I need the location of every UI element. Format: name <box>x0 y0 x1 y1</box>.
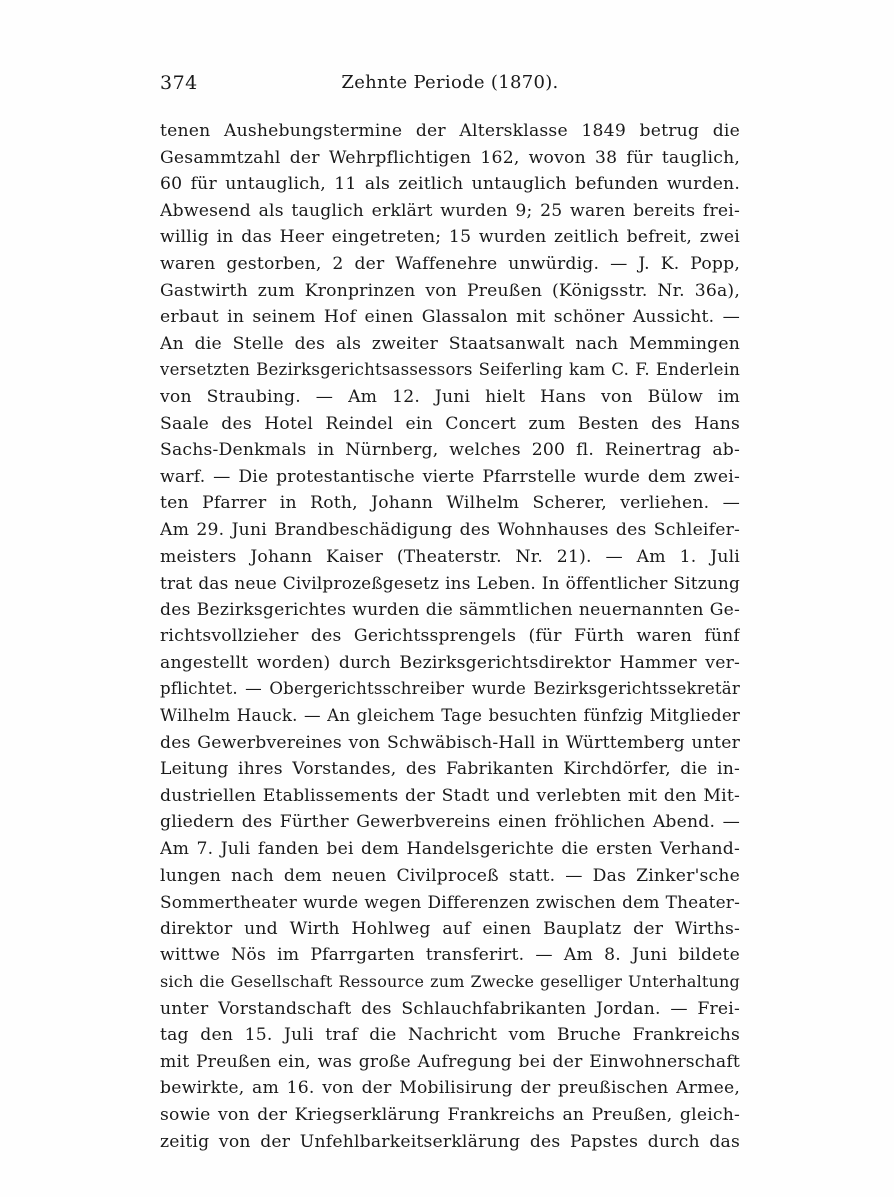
text-line: angestellt worden) durch Bezirksgerichtsdirektor Hammer ver- <box>160 652 740 673</box>
text-line: trat das neue Civilprozeßgesetz ins Leben. In öffentlicher Sitzung <box>160 573 740 594</box>
text-line: unter Vorstandschaft des Schlauchfabrikanten Jordan. — Frei- <box>160 998 740 1019</box>
text-line: von Straubing. — Am 12. Juni hielt Hans von Bülow im <box>160 386 740 407</box>
text-line: gliedern des Fürther Gewerbvereins einen fröhlichen Abend. — <box>160 812 740 833</box>
text-line: Leitung ihres Vorstandes, des Fabrikanten Kirchdörfer, die in- <box>160 759 740 780</box>
text-line: Am 29. Juni Brandbeschädigung des Wohnhauses des Schleifer- <box>160 519 740 540</box>
text-line: mit Preußen ein, was große Aufregung bei der Einwohnerschaft <box>160 1051 740 1072</box>
text-line: meisters Johann Kaiser (Theaterstr. Nr. 21). — Am 1. Juli <box>160 546 740 567</box>
text-line: lungen nach dem neuen Civilproceß statt. — Das Zinker'sche <box>160 865 740 886</box>
text-line: waren gestorben, 2 der Waffenehre unwürdig. — J. K. Popp, <box>160 253 740 274</box>
text-line: dustriellen Etablissements der Stadt und verlebten mit den Mit- <box>160 785 740 806</box>
page-header <box>160 72 740 100</box>
text-line: Sommertheater wurde wegen Differenzen zwischen dem Theater- <box>160 892 740 913</box>
text-line: direktor und Wirth Hohlweg auf einen Bauplatz der Wirths- <box>160 918 740 939</box>
text-line: 60 für untauglich, 11 als zeitlich untauglich befunden wurden. <box>160 174 740 195</box>
text-line: Gesammtzahl der Wehrpflichtigen 162, wovon 38 für tauglich, <box>160 147 740 168</box>
text-line: Gastwirth zum Kronprinzen von Preußen (Königsstr. Nr. 36a), <box>160 280 740 301</box>
text-line: des Gewerbvereines von Schwäbisch-Hall in Württemberg unter <box>160 732 740 753</box>
text-line: Saale des Hotel Reindel ein Concert zum Besten des Hans <box>160 413 740 434</box>
text-line: willig in das Heer eingetreten; 15 wurden zeitlich befreit, zwei <box>160 227 740 248</box>
text-line: bewirkte, am 16. von der Mobilisirung der preußischen Armee, <box>160 1078 740 1099</box>
text-line: pflichtet. — Obergerichtsschreiber wurde Bezirksgerichtssekretär <box>160 679 740 699</box>
text-line: An die Stelle des als zweiter Staatsanwalt nach Memmingen <box>160 333 740 354</box>
text-line: des Bezirksgerichtes wurden die sämmtlichen neuernannten Ge- <box>160 599 740 620</box>
text-line: ten Pfarrer in Roth, Johann Wilhelm Scherer, verliehen. — <box>160 493 740 514</box>
text-line: versetzten Bezirksgerichtsassessors Seiferling kam C. F. Enderlein <box>160 360 740 380</box>
text-line: sowie von der Kriegserklärung Frankreichs an Preußen, gleich- <box>160 1104 740 1125</box>
text-line: Sachs-Denkmals in Nürnberg, welches 200 fl. Reinertrag ab- <box>160 440 740 461</box>
text-line: richtsvollzieher des Gerichtssprengels (für Fürth waren fünf <box>160 626 740 647</box>
text-line: wittwe Nös im Pfarrgarten transferirt. — Am 8. Juni bildete <box>160 945 740 966</box>
text-line: Abwesend als tauglich erklärt wurden 9; 25 waren bereits frei- <box>160 200 740 221</box>
page-number: 374 <box>160 72 198 94</box>
text-line: zeitig von der Unfehlbarkeitserklärung des Papstes durch das <box>160 1131 740 1152</box>
running-title: Zehnte Periode (1870). <box>341 72 559 93</box>
text-line: tenen Aushebungstermine der Altersklasse 1849 betrug die <box>160 121 740 141</box>
text-line: Wilhelm Hauck. — An gleichem Tage besuchten fünfzig Mitglieder <box>160 706 740 726</box>
text-line: warf. — Die protestantische vierte Pfarrstelle wurde dem zwei- <box>160 466 740 487</box>
text-line: Am 7. Juli fanden bei dem Handelsgerichte die ersten Verhand- <box>160 839 740 860</box>
text-line: tag den 15. Juli traf die Nachricht vom Bruche Frankreichs <box>160 1025 740 1046</box>
text-line: erbaut in seinem Hof einen Glassalon mit schöner Aussicht. — <box>160 307 740 328</box>
text-line: sich die Gesellschaft Ressource zum Zwecke geselliger Unterhaltung <box>160 972 740 991</box>
body-text <box>160 118 740 1155</box>
